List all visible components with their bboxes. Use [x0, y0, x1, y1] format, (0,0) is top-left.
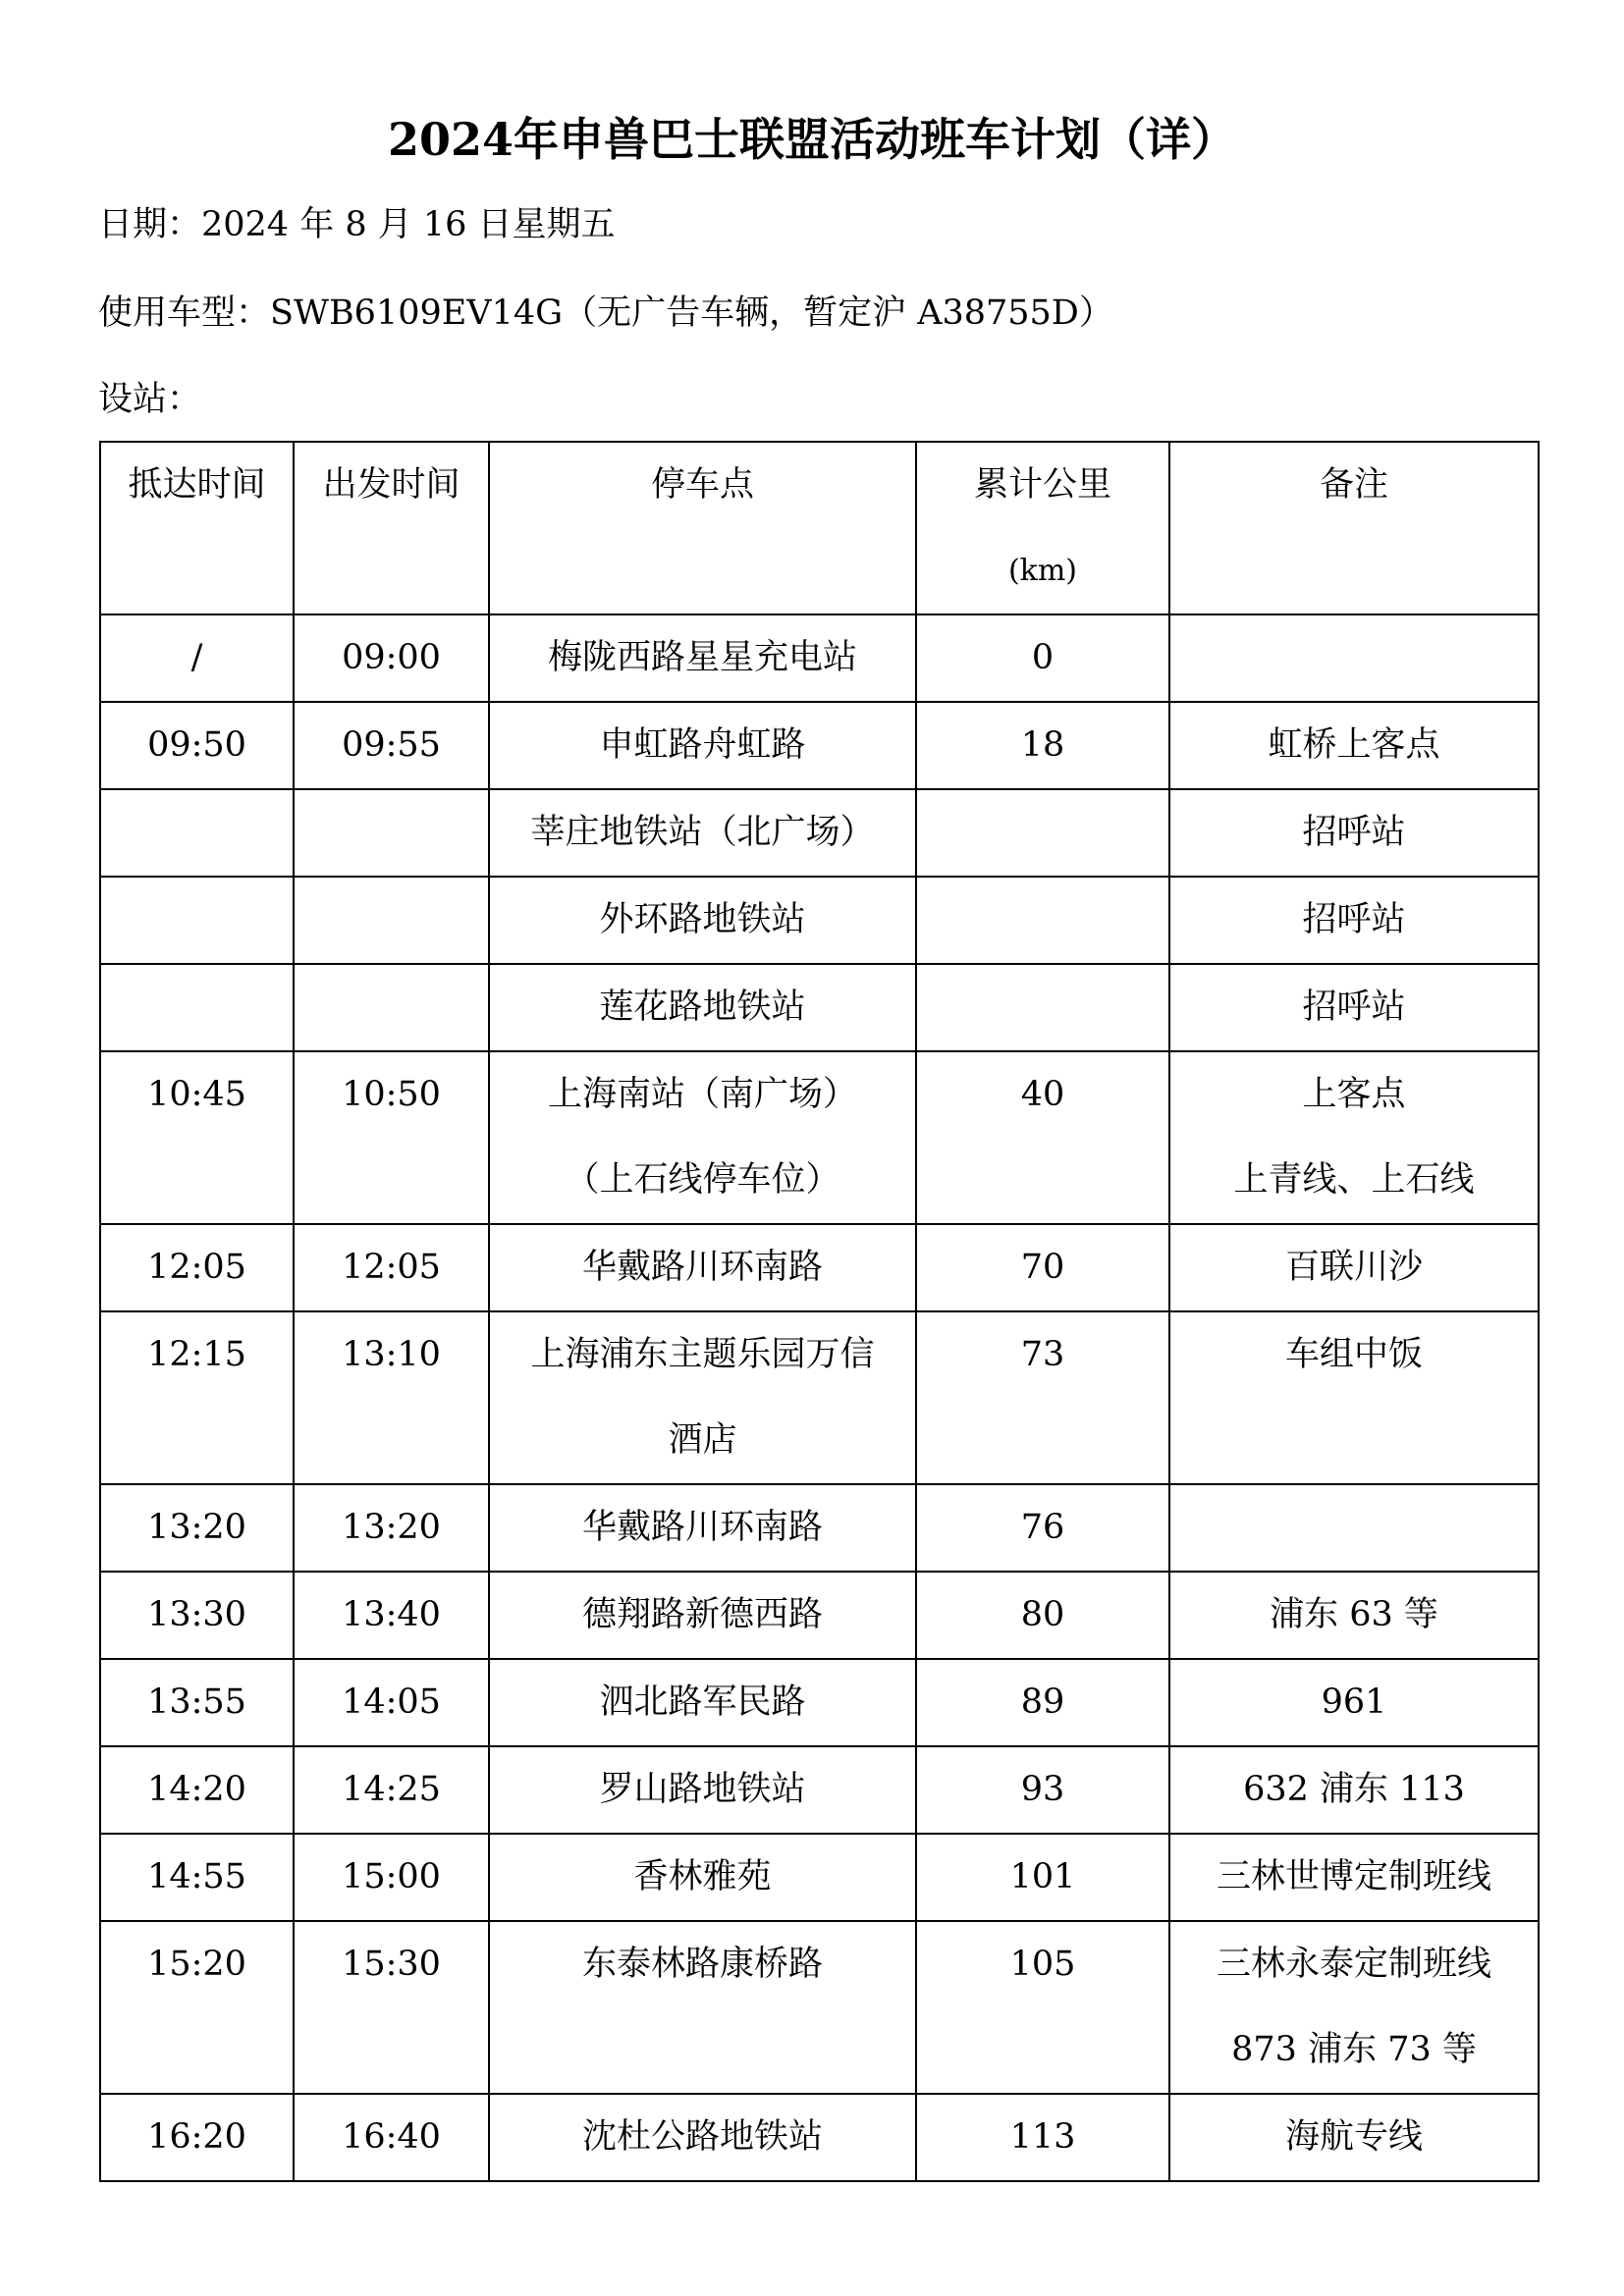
header-cumulative-km — [916, 442, 1169, 614]
cell-arrive-time: / — [100, 614, 294, 702]
header-arrive-time: 抵达时间 — [100, 442, 294, 614]
header-note: 备注 — [1169, 442, 1539, 614]
cell-arrive-time: 09:50 — [100, 702, 294, 789]
cell-cumulative-km: 76 — [916, 1484, 1169, 1572]
header-stop: 停车点 — [489, 442, 916, 614]
cell-cumulative-km: 101 — [916, 1834, 1169, 1921]
cell-depart-time: 13:40 — [294, 1572, 489, 1659]
cell-arrive-time — [100, 964, 294, 1051]
header-km-unit: (km) — [1007, 554, 1078, 588]
cell-cumulative-km: 18 — [916, 702, 1169, 789]
stop-name-line: 莘庄地铁站（北广场） — [530, 813, 875, 852]
table-row — [100, 2094, 1539, 2181]
schedule-table — [99, 441, 1540, 2182]
cell-stop — [489, 2094, 916, 2181]
cell-note — [1169, 614, 1539, 702]
cell-note — [1169, 1834, 1539, 1921]
cell-cumulative-km: 105 — [916, 1921, 1169, 2094]
stations-label: 设站： — [98, 380, 202, 419]
cell-arrive-time — [100, 789, 294, 877]
cell-stop — [489, 1746, 916, 1834]
cell-arrive-time: 13:55 — [100, 1659, 294, 1746]
cell-arrive-time: 15:20 — [100, 1921, 294, 2094]
cell-cumulative-km — [916, 964, 1169, 1051]
cell-depart-time — [294, 964, 489, 1051]
cell-depart-time: 13:20 — [294, 1484, 489, 1572]
stop-name-line: 申虹路舟虹路 — [599, 725, 806, 765]
cell-arrive-time: 12:05 — [100, 1224, 294, 1311]
cell-depart-time: 16:40 — [294, 2094, 489, 2181]
note-line: 海航专线 — [1284, 2117, 1423, 2157]
cell-stop — [489, 1224, 916, 1311]
note-line: 873 浦东 73 等 — [1231, 2030, 1477, 2069]
cell-arrive-time: 14:55 — [100, 1834, 294, 1921]
stop-name-line: 酒店 — [668, 1420, 737, 1460]
cell-depart-time: 10:50 — [294, 1051, 489, 1224]
cell-stop — [489, 1659, 916, 1746]
cell-arrive-time: 13:20 — [100, 1484, 294, 1572]
table-row — [100, 1224, 1539, 1311]
note-line: 632 浦东 113 — [1243, 1770, 1465, 1809]
stop-name-line: （上石线停车位） — [565, 1160, 840, 1200]
cell-note — [1169, 1484, 1539, 1572]
cell-stop — [489, 1311, 916, 1484]
cell-stop — [489, 789, 916, 877]
table-row — [100, 1311, 1539, 1484]
cell-arrive-time: 14:20 — [100, 1746, 294, 1834]
cell-note — [1169, 877, 1539, 964]
table-row — [100, 1834, 1539, 1921]
note-line: 三林世博定制班线 — [1216, 1857, 1491, 1896]
stop-name-line: 香林雅苑 — [633, 1857, 772, 1896]
note-line: 招呼站 — [1302, 813, 1406, 852]
cell-arrive-time: 16:20 — [100, 2094, 294, 2181]
note-line: 招呼站 — [1302, 988, 1406, 1027]
note-line: 961 — [1321, 1682, 1387, 1722]
stop-name-line: 华戴路川环南路 — [581, 1508, 823, 1547]
note-line: 虹桥上客点 — [1268, 725, 1440, 765]
cell-note — [1169, 1659, 1539, 1746]
stop-name-line: 外环路地铁站 — [599, 900, 806, 939]
cell-note — [1169, 1921, 1539, 2094]
cell-cumulative-km: 40 — [916, 1051, 1169, 1224]
cell-depart-time — [294, 789, 489, 877]
stop-name-line: 德翔路新德西路 — [581, 1595, 823, 1634]
table-header-row — [100, 442, 1539, 614]
stop-name-line: 华戴路川环南路 — [581, 1248, 823, 1287]
table-row — [100, 1921, 1539, 2094]
cell-depart-time: 15:00 — [294, 1834, 489, 1921]
cell-note — [1169, 789, 1539, 877]
cell-cumulative-km — [916, 877, 1169, 964]
table-row — [100, 614, 1539, 702]
cell-stop — [489, 1834, 916, 1921]
table-row — [100, 1659, 1539, 1746]
cell-cumulative-km: 93 — [916, 1746, 1169, 1834]
cell-stop — [489, 1572, 916, 1659]
stop-name-line: 梅陇西路星星充电站 — [547, 638, 857, 677]
table-row — [100, 877, 1539, 964]
cell-cumulative-km: 70 — [916, 1224, 1169, 1311]
cell-stop — [489, 1051, 916, 1224]
note-line: 三林永泰定制班线 — [1216, 1945, 1491, 1984]
stop-name-line: 罗山路地铁站 — [599, 1770, 806, 1809]
cell-stop — [489, 964, 916, 1051]
stop-name-line: 泗北路军民路 — [599, 1682, 806, 1722]
cell-depart-time: 12:05 — [294, 1224, 489, 1311]
cell-arrive-time: 10:45 — [100, 1051, 294, 1224]
cell-note — [1169, 2094, 1539, 2181]
cell-note — [1169, 1051, 1539, 1224]
cell-cumulative-km: 113 — [916, 2094, 1169, 2181]
note-line: 招呼站 — [1302, 900, 1406, 939]
cell-cumulative-km: 0 — [916, 614, 1169, 702]
cell-depart-time: 09:55 — [294, 702, 489, 789]
vehicle-line: 使用车型：SWB6109EV14G（无广告车辆，暂定沪 A38755D） — [98, 294, 1113, 333]
cell-arrive-time: 13:30 — [100, 1572, 294, 1659]
cell-depart-time: 14:05 — [294, 1659, 489, 1746]
document-title: 2024年申兽巴士联盟活动班车计划（详） — [387, 113, 1237, 166]
table-row — [100, 1572, 1539, 1659]
note-line: 车组中饭 — [1284, 1335, 1423, 1374]
cell-cumulative-km: 73 — [916, 1311, 1169, 1484]
cell-depart-time — [294, 877, 489, 964]
stop-name-line: 上海南站（南广场） — [547, 1075, 857, 1114]
cell-arrive-time: 12:15 — [100, 1311, 294, 1484]
stop-name-line: 沈杜公路地铁站 — [581, 2117, 823, 2157]
cell-depart-time: 14:25 — [294, 1746, 489, 1834]
stop-name-line: 上海浦东主题乐园万信 — [530, 1335, 875, 1374]
schedule-rows — [100, 614, 1539, 2181]
cell-cumulative-km: 89 — [916, 1659, 1169, 1746]
cell-note — [1169, 1224, 1539, 1311]
header-depart-time: 出发时间 — [294, 442, 489, 614]
cell-arrive-time — [100, 877, 294, 964]
table-row — [100, 789, 1539, 877]
note-line: 百联川沙 — [1284, 1248, 1423, 1287]
table-row — [100, 702, 1539, 789]
table-row — [100, 1484, 1539, 1572]
table-row — [100, 1051, 1539, 1224]
cell-depart-time: 15:30 — [294, 1921, 489, 2094]
cell-cumulative-km — [916, 789, 1169, 877]
table-row — [100, 964, 1539, 1051]
cell-note — [1169, 1311, 1539, 1484]
cell-note — [1169, 964, 1539, 1051]
cell-stop — [489, 1484, 916, 1572]
cell-note — [1169, 702, 1539, 789]
note-line: 上客点 — [1302, 1075, 1406, 1114]
cell-stop — [489, 1921, 916, 2094]
cell-stop — [489, 877, 916, 964]
header-km-label: 累计公里 — [973, 465, 1111, 505]
cell-cumulative-km: 80 — [916, 1572, 1169, 1659]
cell-depart-time: 09:00 — [294, 614, 489, 702]
note-line: 上青线、上石线 — [1233, 1160, 1475, 1200]
cell-stop — [489, 614, 916, 702]
cell-note — [1169, 1572, 1539, 1659]
cell-depart-time: 13:10 — [294, 1311, 489, 1484]
date-line: 日期：2024 年 8 月 16 日星期五 — [98, 205, 616, 244]
cell-stop — [489, 702, 916, 789]
table-row — [100, 1746, 1539, 1834]
stop-name-line: 莲花路地铁站 — [599, 988, 806, 1027]
stop-name-line: 东泰林路康桥路 — [581, 1945, 823, 1984]
note-line: 浦东 63 等 — [1270, 1595, 1438, 1634]
cell-note — [1169, 1746, 1539, 1834]
